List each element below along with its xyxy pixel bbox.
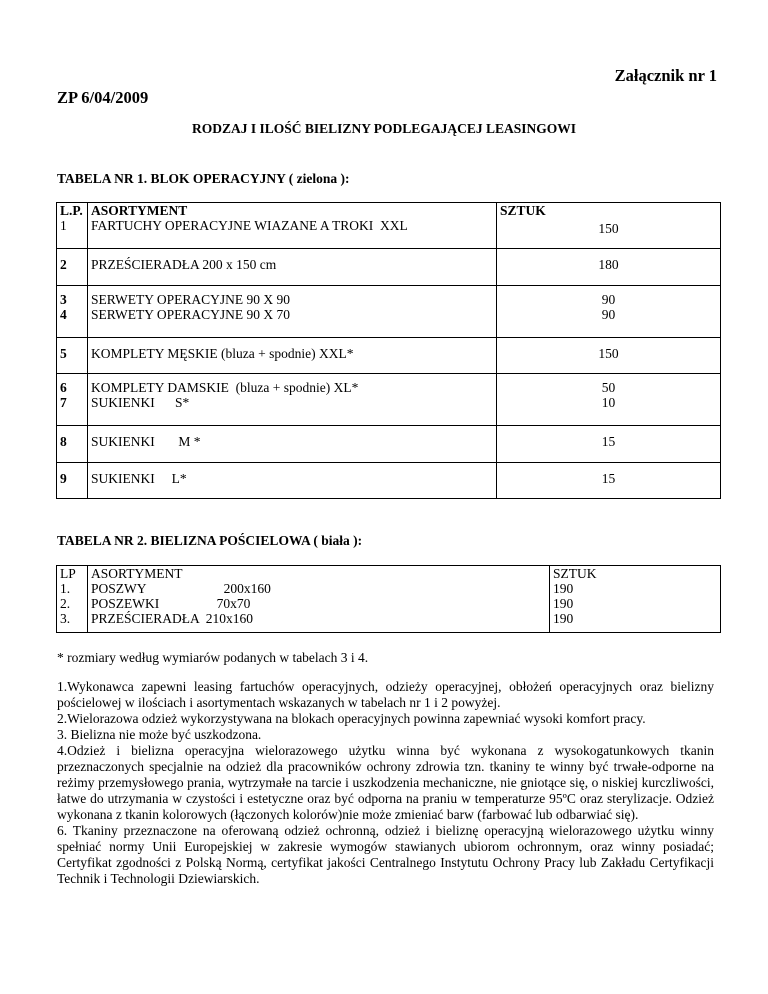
lp-cell: 2. [60, 596, 71, 611]
body-text [57, 679, 714, 887]
item-header: ASORTYMENT [91, 203, 188, 218]
qty-cell: 190 [553, 611, 574, 626]
qty-cell: 150 [598, 221, 619, 236]
qty-cell: 50 [601, 380, 616, 395]
table1-title: TABELA NR 1. BLOK OPERACYJNY ( zielona ): [57, 171, 350, 186]
item-header: ASORTYMENT [91, 566, 183, 581]
paragraph-2: 2.Wielorazowa odzież wykorzystywana na blokach operacyjnych powinna zapewniać wysoki komfort pracy. [57, 711, 646, 726]
lp-cell: 1. [60, 581, 71, 596]
table-operating-block [56, 202, 721, 499]
lp-header: LP [60, 566, 76, 581]
qty-cell: 15 [601, 471, 616, 486]
lp-cell: 8 [60, 434, 67, 449]
table2-title: TABELA NR 2. BIELIZNA POŚCIELOWA ( biała ): [57, 533, 363, 548]
item-cell: SERWETY OPERACYJNE 90 X 70 [91, 307, 291, 322]
qty-cell: 10 [601, 395, 616, 410]
qty-cell: 190 [553, 581, 574, 596]
lp-cell: 7 [60, 395, 67, 410]
item-cell: POSZWY 200x160 [91, 581, 271, 596]
attachment-label: Załącznik nr 1 [614, 66, 717, 85]
qty-cell: 15 [601, 434, 616, 449]
reference-number: ZP 6/04/2009 [57, 88, 149, 107]
item-cell: KOMPLETY DAMSKIE (bluza + spodnie) XL* [91, 380, 359, 395]
paragraph-6: 6. Tkaniny przeznaczone na oferowaną odzież ochronną, odzież i bieliznę operacyjną wielorazowego użytku winny spełniać normy Unii Europejskiej w zakresie wymogów stawianych ubiorom ochronnym, oraz winny posiadać; Certyfikat zgodności z Polską Normą, certyfikat jakości Centralnego Instytutu Ochrony Pracy lub Zakładu Certyfikacji Technik i Technologii Dziewiarskich. [57, 823, 714, 886]
item-cell: KOMPLETY MĘSKIE (bluza + spodnie) XXL* [91, 346, 354, 361]
table-row [57, 338, 721, 374]
paragraph-3: 3. Bielizna nie może być uszkodzona. [57, 727, 262, 742]
qty-header: SZTUK [553, 566, 597, 581]
lp-cell: 3. [60, 611, 71, 626]
item-cell: SUKIENKI S* [91, 395, 190, 410]
item-cell: FARTUCHY OPERACYJNE WIAZANE A TROKI XXL [91, 218, 408, 233]
lp-cell: 9 [60, 471, 67, 486]
item-cell: POSZEWKI 70x70 [91, 596, 251, 611]
table-row [57, 374, 721, 426]
item-cell: PRZEŚCIERADŁA 210x160 [91, 611, 254, 626]
qty-header: SZTUK [500, 203, 546, 218]
qty-cell: 90 [601, 307, 616, 322]
qty-cell: 150 [598, 346, 619, 361]
table-row [57, 566, 721, 633]
table-row [57, 463, 721, 499]
item-cell: SUKIENKI L* [91, 471, 187, 486]
qty-cell: 180 [598, 257, 619, 272]
lp-cell: 3 [60, 292, 67, 307]
lp-cell: 6 [60, 380, 67, 395]
table-row [57, 249, 721, 286]
item-cell: PRZEŚCIERADŁA 200 x 150 cm [91, 257, 277, 272]
item-cell: SERWETY OPERACYJNE 90 X 90 [91, 292, 291, 307]
table-row [57, 286, 721, 338]
footnote: * rozmiary według wymiarów podanych w tabelach 3 i 4. [57, 650, 369, 665]
qty-cell: 90 [601, 292, 616, 307]
lp-cell: 4 [60, 307, 67, 322]
lp-cell: 5 [60, 346, 67, 361]
lp-header: L.P. [60, 203, 83, 218]
table-row [57, 203, 721, 249]
paragraph-1: 1.Wykonawca zapewni leasing fartuchów operacyjnych, odzieży operacyjnej, obłożeń operacyjnych oraz bielizny pościelowej w ilościach i asortymentach wskazanych w tabelach nr 1 i 2 powyżej. [57, 679, 714, 710]
lp-cell: 1 [60, 218, 67, 233]
table-bed-linen [56, 565, 721, 633]
document-title: RODZAJ I ILOŚĆ BIELIZNY PODLEGAJĄCEJ LEASINGOWI [192, 121, 576, 136]
lp-cell: 2 [60, 257, 67, 272]
table-row [57, 426, 721, 463]
paragraph-4: 4.Odzież i bielizna operacyjna wielorazowego użytku winna być wykonana z wysokogatunkowych tkanin przeznaczonych specjalnie na odzież dla pracowników ochrony zdrowia tzn. tkaniny te winny być trwałe-odporne na reżimy przemysłowego prania, wytrzymałe na tarcie i uszkodzenia mechaniczne, nie gniotące się, o niskiej kurczliwości, łatwe do utrzymania w czystości i estetyczne oraz być odporna na praniu w temperaturze 95ºC oraz sterylizacje. Odzież wykonana z tkanin kolorowych (łączonych kolorów)nie może zmieniać barw (farbować lub odbarwiać się). [57, 743, 714, 822]
qty-cell: 190 [553, 596, 574, 611]
item-cell: SUKIENKI M * [91, 434, 201, 449]
